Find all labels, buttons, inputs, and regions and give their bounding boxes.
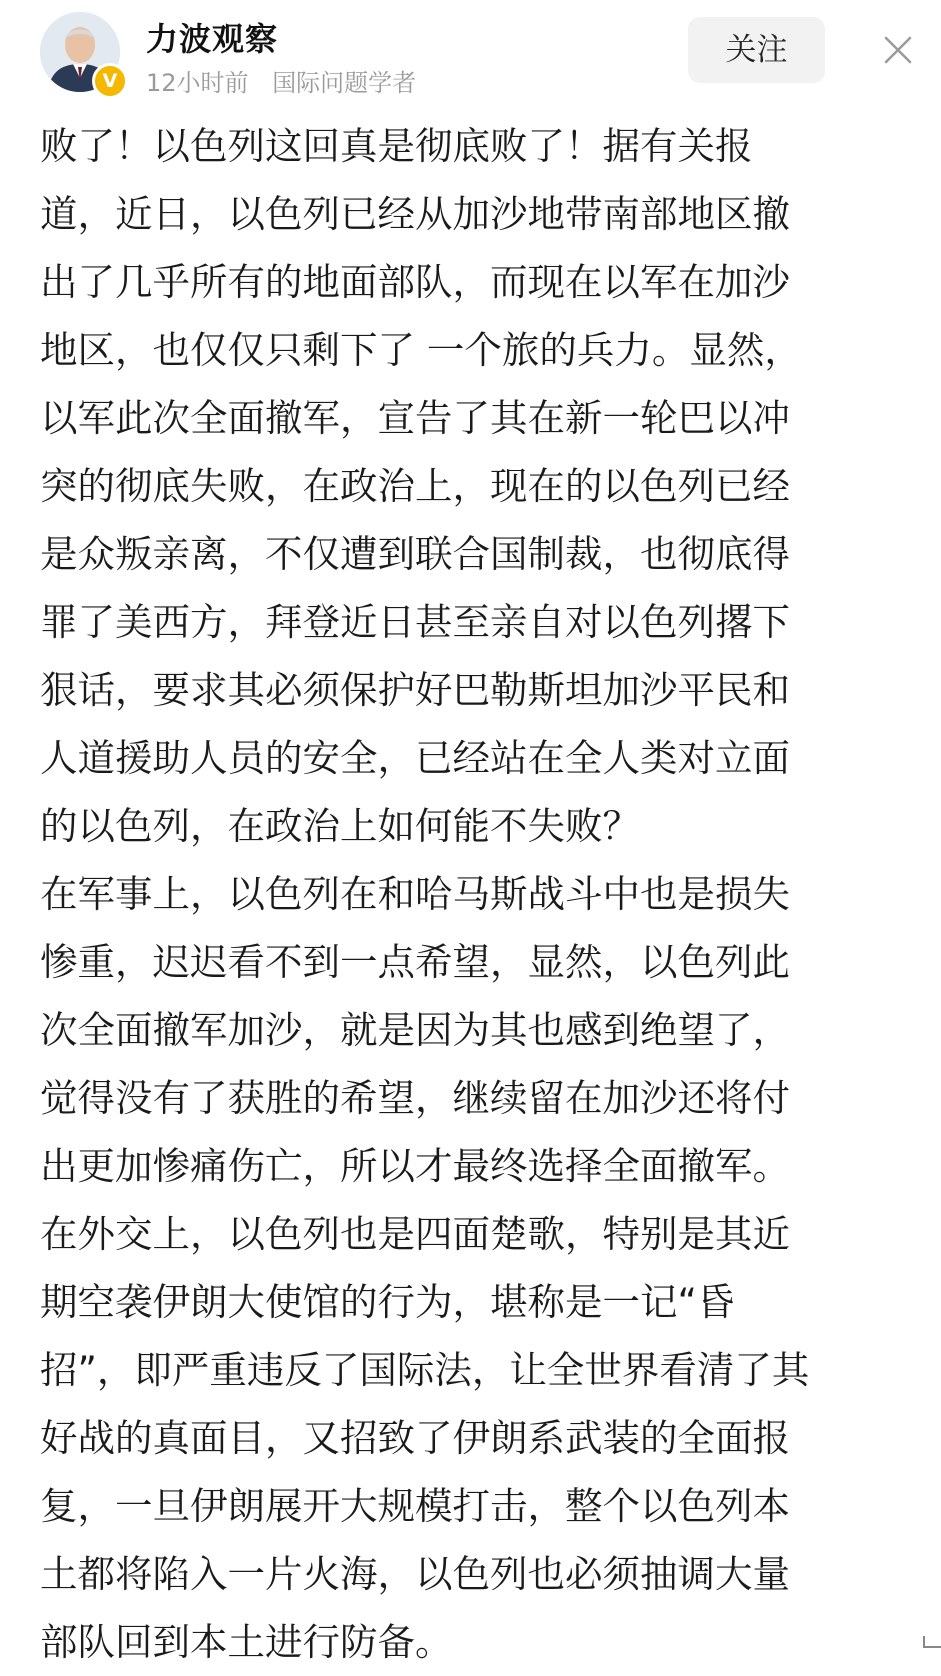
post-text-line: 是众叛亲离，不仅遭到联合国制裁，也彻底得	[40, 532, 790, 576]
post-text-line: 在军事上，以色列在和哈马斯战斗中也是损失	[40, 872, 790, 916]
post-text-line: 部队回到本土进行防备。	[40, 1620, 453, 1664]
post-body	[40, 112, 920, 1676]
post-text-line: 土都将陷入一片火海，以色列也必须抽调大量	[40, 1552, 790, 1596]
post-text-line: 罪了美西方，拜登近日甚至亲自对以色列撂下	[40, 600, 790, 644]
post-text-line: 人道援助人员的安全，已经站在全人类对立面	[40, 736, 790, 780]
post-text-line: 觉得没有了获胜的希望，继续留在加沙还将付	[40, 1076, 790, 1120]
close-icon	[878, 30, 918, 70]
post-meta	[146, 63, 432, 98]
post-text-line: 以军此次全面撤军，宣告了其在新一轮巴以冲	[40, 396, 790, 440]
post-text-line: 的以色列，在政治上如何能不失败？	[40, 804, 640, 848]
post-header	[0, 0, 941, 110]
post-text-line: 道，近日，以色列已经从加沙地带南部地区撤	[40, 192, 790, 236]
author-name[interactable]: 力波观察	[146, 20, 279, 58]
post-text-line: 狠话，要求其必须保护好巴勒斯坦加沙平民和	[40, 668, 790, 712]
verified-badge-icon: V	[92, 63, 128, 99]
post-text-line: 出更加惨痛伤亡，所以才最终选择全面撤军。	[40, 1144, 790, 1188]
scroll-indicator	[923, 1636, 941, 1648]
post-text-line: 败了！以色列这回真是彻底败了！据有关报	[40, 124, 753, 168]
post-text-line: 期空袭伊朗大使馆的行为，堪称是一记“昏	[40, 1280, 735, 1324]
author-title: 国际问题学者	[272, 69, 417, 97]
post-time: 12小时前	[146, 69, 249, 97]
post-text-line: 地区，也仅仅只剩下了 一个旅的兵力。显然，	[40, 328, 802, 372]
post-text-line: 惨重，迟迟看不到一点希望，显然，以色列此	[40, 940, 790, 984]
post-text-line: 在外交上，以色列也是四面楚歌，特别是其近	[40, 1212, 790, 1256]
close-button[interactable]	[878, 30, 918, 70]
post-text-line: 突的彻底失败，在政治上，现在的以色列已经	[40, 464, 790, 508]
post-text-line: 复，一旦伊朗展开大规模打击，整个以色列本	[40, 1484, 790, 1528]
post-text-line: 好战的真面目，又招致了伊朗系武装的全面报	[40, 1416, 790, 1460]
post-text-line: 招”，即严重违反了国际法，让全世界看清了其	[40, 1348, 810, 1392]
post-text-line: 次全面撤军加沙，就是因为其也感到绝望了，	[40, 1008, 790, 1052]
post-text-line: 出了几乎所有的地面部队，而现在以军在加沙	[40, 260, 790, 304]
follow-button[interactable]: 关注	[688, 17, 825, 83]
